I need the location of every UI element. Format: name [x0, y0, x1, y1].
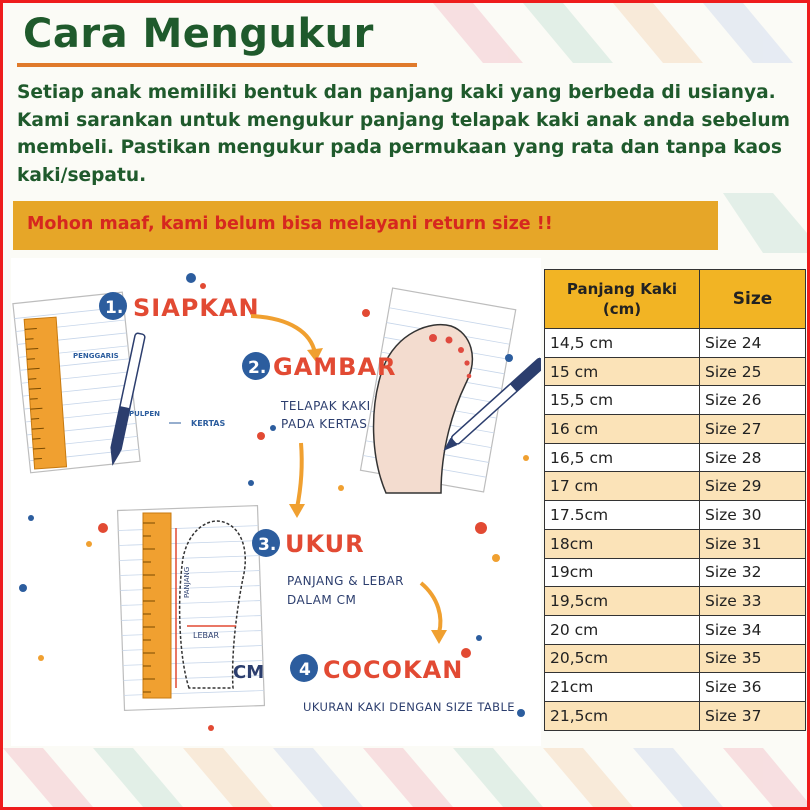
step-3-title: UKUR: [285, 530, 365, 558]
cell-length: 20 cm: [545, 615, 700, 644]
table-row: [545, 529, 806, 558]
table-row: [545, 673, 806, 702]
table-row: [545, 415, 806, 444]
cell-length: 19,5cm: [545, 587, 700, 616]
table-row: [545, 558, 806, 587]
arrow-icon: [421, 583, 440, 633]
size-table: [544, 269, 806, 731]
step-1-number: 1.: [105, 298, 124, 318]
label-lebar: LEBAR: [193, 631, 220, 640]
intro-paragraph: Setiap anak memiliki bentuk dan panjang kaki yang berbeda di usianya. Kami sarankan untuk mengukur panjang telapak kaki anak anda sebelum membeli. Pastikan mengukur pada permukaan yang rata dan tanpa kaos kaki/sepatu.: [17, 82, 790, 186]
cell-size: Size 35: [700, 644, 806, 673]
cell-size: Size 28: [700, 443, 806, 472]
header-size: Size: [700, 270, 806, 329]
step-4-subtitle: UKURAN KAKI DENGAN SIZE TABLE: [303, 700, 515, 714]
cell-size: Size 33: [700, 587, 806, 616]
ruler-icon: [143, 513, 171, 698]
step-3-number: 3.: [258, 535, 277, 555]
cell-length: 16 cm: [545, 415, 700, 444]
cell-size: Size 26: [700, 386, 806, 415]
label-cm: CM: [233, 662, 265, 683]
table-row: [545, 501, 806, 530]
cell-length: 16,5 cm: [545, 443, 700, 472]
cell-size: Size 24: [700, 329, 806, 358]
table-row: [545, 587, 806, 616]
title-underline: [17, 63, 417, 67]
step-2-subtitle-2: PADA KERTAS: [281, 417, 368, 431]
header-foot-length: Panjang Kaki (cm): [545, 270, 700, 329]
cell-size: Size 25: [700, 357, 806, 386]
page-title: Cara Mengukur: [23, 11, 374, 57]
table-row: [545, 357, 806, 386]
arrow-icon: [251, 316, 315, 353]
step-2-subtitle-1: TELAPAK KAKI: [281, 399, 371, 413]
step-2-number: 2.: [248, 358, 267, 378]
size-table-header-row: [545, 270, 806, 329]
table-row: [545, 472, 806, 501]
cell-size: Size 29: [700, 472, 806, 501]
cell-length: 19cm: [545, 558, 700, 587]
table-row: [545, 329, 806, 358]
table-row: [545, 386, 806, 415]
table-row: [545, 701, 806, 730]
step-3-subtitle-2: DALAM CM: [287, 593, 357, 607]
measuring-steps-illustration: [11, 258, 541, 746]
step-4-title: COCOKAN: [323, 656, 464, 684]
table-row: [545, 644, 806, 673]
cell-size: Size 27: [700, 415, 806, 444]
arrow-icon: [297, 443, 302, 508]
table-row: [545, 615, 806, 644]
step-3-subtitle-1: PANJANG & LEBAR: [287, 574, 404, 588]
cell-size: Size 36: [700, 673, 806, 702]
cell-size: Size 34: [700, 615, 806, 644]
cell-size: Size 31: [700, 529, 806, 558]
cell-length: 21,5cm: [545, 701, 700, 730]
cell-length: 21cm: [545, 673, 700, 702]
cell-length: 18cm: [545, 529, 700, 558]
label-panjang: PANJANG: [183, 566, 191, 598]
step-2-title: GAMBAR: [273, 353, 397, 381]
cell-length: 20,5cm: [545, 644, 700, 673]
cell-length: 14,5 cm: [545, 329, 700, 358]
label-kertas: KERTAS: [191, 419, 226, 428]
return-notice-text: Mohon maaf, kami belum bisa melayani return size !!: [27, 214, 553, 234]
step-1-title: SIAPKAN: [133, 294, 260, 322]
step-4-number: 4: [299, 660, 311, 680]
cell-length: 17.5cm: [545, 501, 700, 530]
cell-size: Size 30: [700, 501, 806, 530]
cell-size: Size 37: [700, 701, 806, 730]
table-row: [545, 443, 806, 472]
cell-length: 17 cm: [545, 472, 700, 501]
label-pulpen: PULPEN: [129, 410, 161, 418]
cell-length: 15 cm: [545, 357, 700, 386]
label-penggaris: PENGGARIS: [73, 352, 119, 360]
cell-size: Size 32: [700, 558, 806, 587]
cell-length: 15,5 cm: [545, 386, 700, 415]
return-notice-banner: [13, 201, 718, 250]
